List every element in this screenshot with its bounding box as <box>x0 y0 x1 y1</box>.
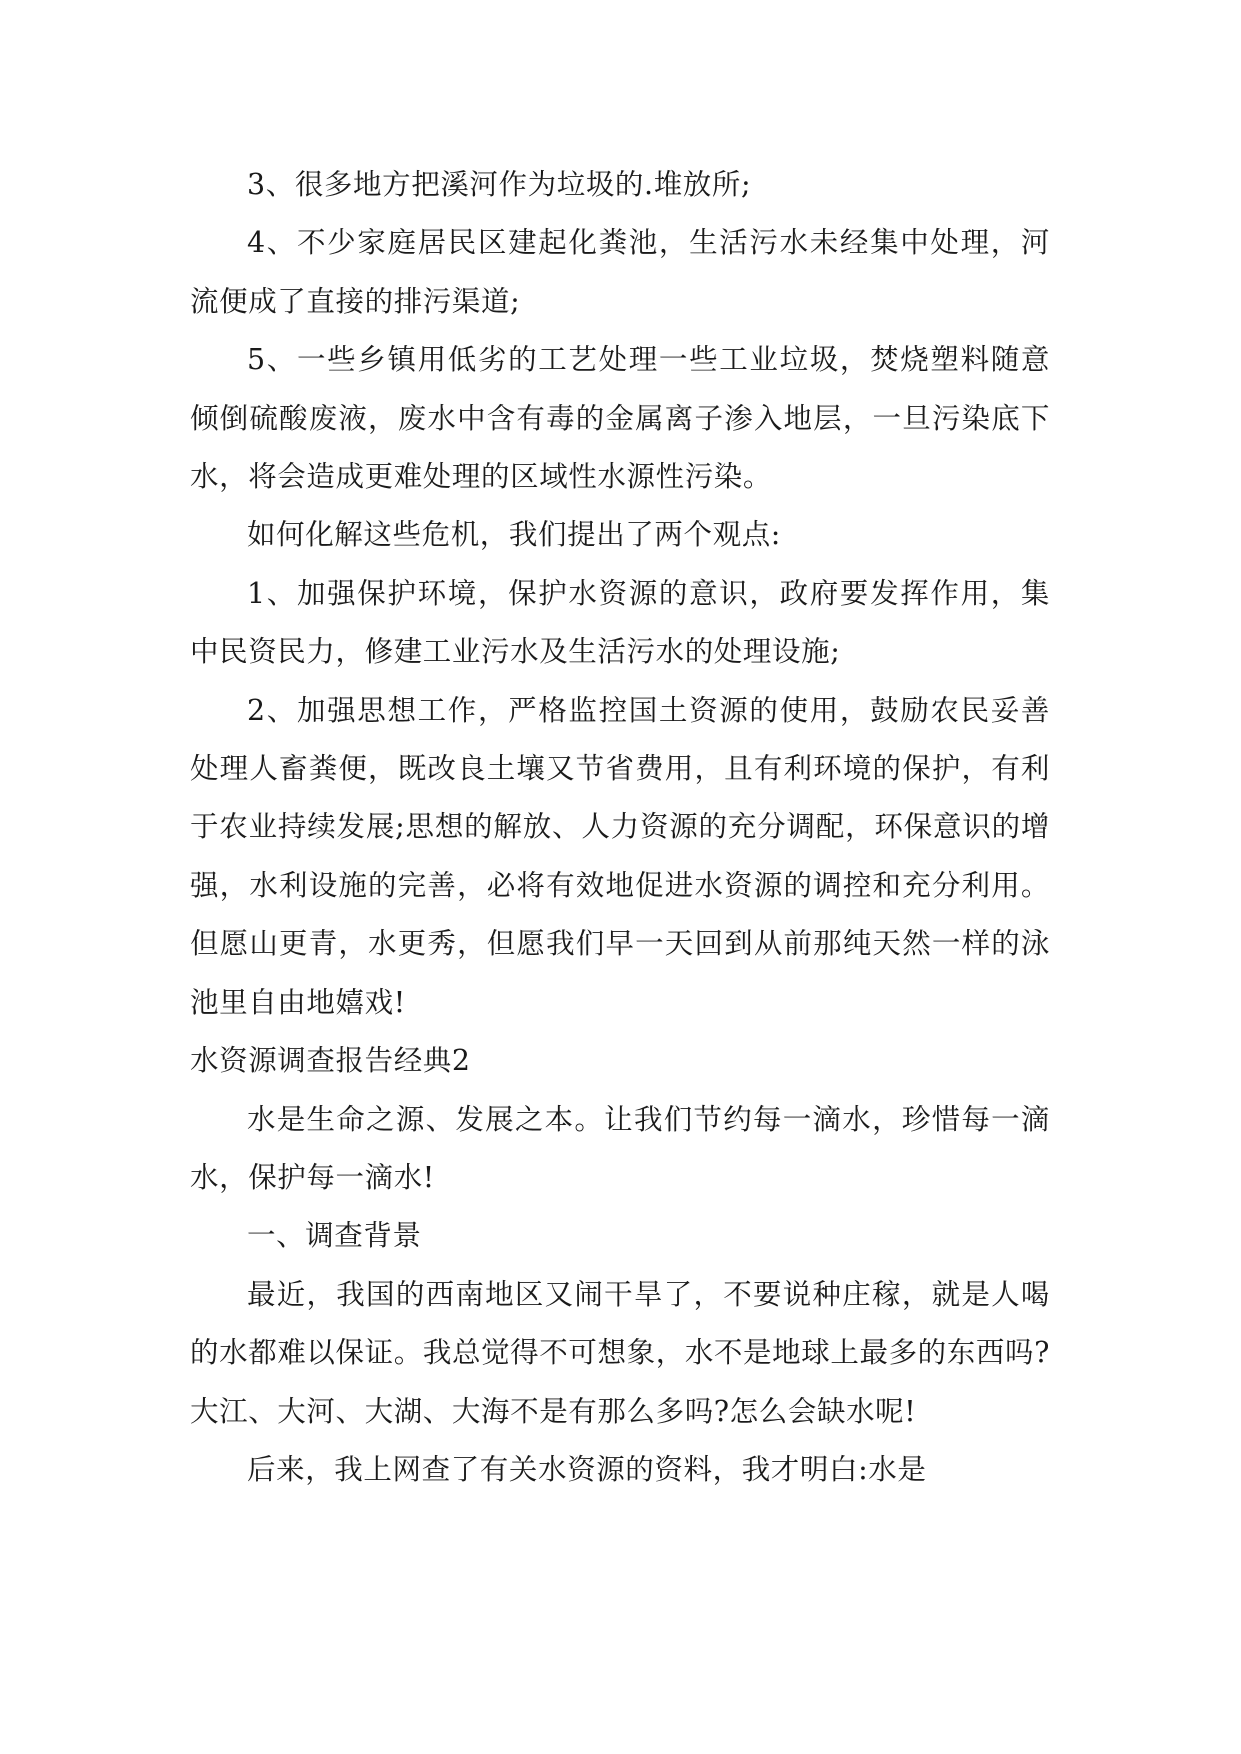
subheading-background: 一、调查背景 <box>247 1219 422 1253</box>
document-body <box>190 156 1050 1499</box>
section-heading: 水资源调查报告经典2 <box>190 1044 471 1078</box>
paragraph-solution-1: 1、加强保护环境，保护水资源的意识，政府要发挥作用，集中民资民力，修建工业污水及生活污水的处理设施; <box>190 576 1050 669</box>
paragraph-solutions-intro: 如何化解这些危机，我们提出了两个观点: <box>247 518 782 552</box>
paragraph-item-5: 5、一些乡镇用低劣的工艺处理一些工业垃圾，焚烧塑料随意倾倒硫酸废液，废水中含有毒的金属离子渗入地层，一旦污染底下水，将会造成更难处理的区域性水源性污染。 <box>190 343 1050 494</box>
paragraph-item-3: 3、很多地方把溪河作为垃圾的.堆放所; <box>247 168 752 201</box>
paragraph-background: 最近，我国的西南地区又闹干旱了，不要说种庄稼，就是人喝的水都难以保证。我总觉得不可想象，水不是地球上最多的东西吗?大江、大河、大湖、大海不是有那么多吗?怎么会缺水呢! <box>190 1277 1050 1428</box>
paragraph-slogan: 水是生命之源、发展之本。让我们节约每一滴水，珍惜每一滴水，保护每一滴水! <box>190 1102 1050 1194</box>
paragraph-solution-2: 2、加强思想工作，严格监控国土资源的使用，鼓励农民妥善处理人畜粪便，既改良土壤又节省费用，且有利环境的保护，有利于农业持续发展;思想的解放、人力资源的充分调配，环保意识的增强，水利设施的完善，必将有效地促进水资源的调控和充分利用。但愿山更青，水更秀，但愿我们早一天回到从前那纯天然一样的泳池里自由地嬉戏! <box>190 693 1050 1019</box>
paragraph-item-4: 4、不少家庭居民区建起化粪池，生活污水未经集中处理，河流便成了直接的排污渠道; <box>190 226 1050 318</box>
paragraph-later: 后来，我上网查了有关水资源的资料，我才明白:水是 <box>247 1452 927 1486</box>
